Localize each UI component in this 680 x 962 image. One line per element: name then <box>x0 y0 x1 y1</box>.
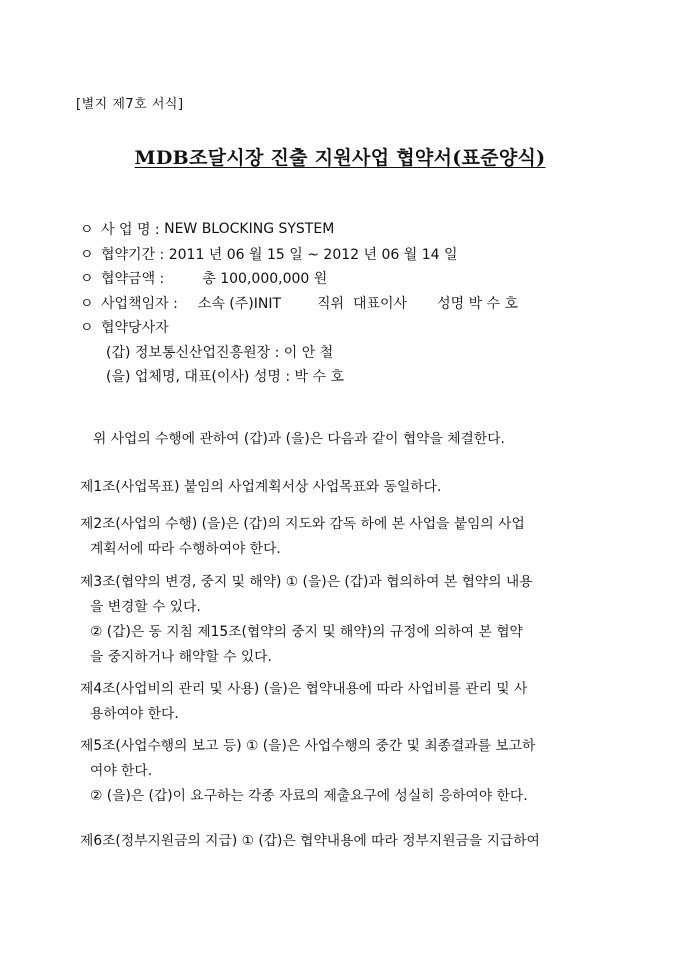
article-5-line: 제5조(사업수행의 보고 등) ① (을)은 사업수행의 중간 및 최종결과를 보고하 <box>80 738 536 754</box>
manager-row <box>80 291 518 316</box>
period-value: 2011 년 06 월 15 일 ~ 2012 년 06 월 14 일 <box>168 246 458 263</box>
party-b-row <box>80 364 518 389</box>
period-label: 협약기간 : <box>101 246 165 263</box>
article-4-line: 제4조(사업비의 관리 및 사용) (을)은 협약내용에 따라 사업비를 관리 및 사 <box>80 681 528 697</box>
article-2-line: 제2조(사업의 수행) (을)은 (갑)의 지도와 감독 하에 본 사업을 붙임의 사업 <box>80 516 525 532</box>
bullet-icon: ㅇ <box>80 246 94 263</box>
article-3-line: 제3조(협약의 변경, 중지 및 해약) ① (을)은 (갑)과 협의하여 본 협약의 내용 <box>80 574 533 590</box>
article-2 <box>80 512 610 562</box>
bullet-icon: ㅇ <box>80 222 94 239</box>
agreement-info <box>80 217 518 389</box>
parties-label: 협약당사자 <box>101 320 169 337</box>
amount-row <box>80 266 518 291</box>
article-3-line: 을 변경할 수 있다. <box>90 599 201 615</box>
amount-value: 총 100,000,000 원 <box>202 271 328 288</box>
parties-row <box>80 315 518 340</box>
party-a-row <box>80 340 518 365</box>
article-4 <box>80 677 610 727</box>
manager-name: 성명 박 수 호 <box>437 295 519 312</box>
manager-label: 사업책임자 : <box>101 295 178 312</box>
party-a: (갑) 정보통신산업진흥원장 : 이 안 철 <box>106 344 334 361</box>
form-label: [별지 제7호 서식] <box>76 97 184 112</box>
article-5-line: 여야 한다. <box>90 763 153 779</box>
article-5-line: ② (을)은 (갑)이 요구하는 각종 자료의 제출요구에 성실히 응하여야 한다. <box>90 788 528 804</box>
amount-label: 협약금액 : <box>101 271 165 288</box>
bullet-icon: ㅇ <box>80 320 94 337</box>
article-5 <box>80 734 610 809</box>
manager-org: 소속 (주)INIT <box>197 295 282 312</box>
project-name-value: NEW BLOCKING SYSTEM <box>164 221 335 238</box>
document-title: MDB조달시장 진출 지원사업 협약서(표준양식) <box>134 147 546 169</box>
article-2-line: 계획서에 따라 수행하여야 한다. <box>90 541 281 557</box>
article-3-line: 을 중지하거나 해약할 수 있다. <box>90 649 272 665</box>
article-1-line: 제1조(사업목표) 붙임의 사업계획서상 사업목표와 동일하다. <box>80 479 442 495</box>
project-name-row <box>80 217 518 242</box>
intro-paragraph: 위 사업의 수행에 관하여 (갑)과 (을)은 다음과 같이 협약을 체결한다. <box>93 431 505 447</box>
bullet-icon: ㅇ <box>80 271 94 288</box>
article-3-line: ② (갑)은 동 지침 제15조(협약의 중지 및 해약)의 규정에 의하여 본 협약 <box>90 624 523 640</box>
article-1 <box>80 475 610 500</box>
bullet-icon: ㅇ <box>80 295 94 312</box>
article-6-line: 제6조(정부지원금의 지급) ① (갑)은 협약내용에 따라 정부지원금을 지급하여 <box>80 833 540 849</box>
article-4-line: 용하여야 한다. <box>90 706 179 722</box>
article-6 <box>80 829 610 854</box>
manager-position: 직위 대표이사 <box>317 295 408 312</box>
period-row <box>80 242 518 267</box>
party-b: (을) 업체명, 대표(이사) 성명 : 박 수 호 <box>106 369 344 386</box>
article-3 <box>80 570 610 670</box>
project-name-label: 사 업 명 : <box>101 222 160 239</box>
